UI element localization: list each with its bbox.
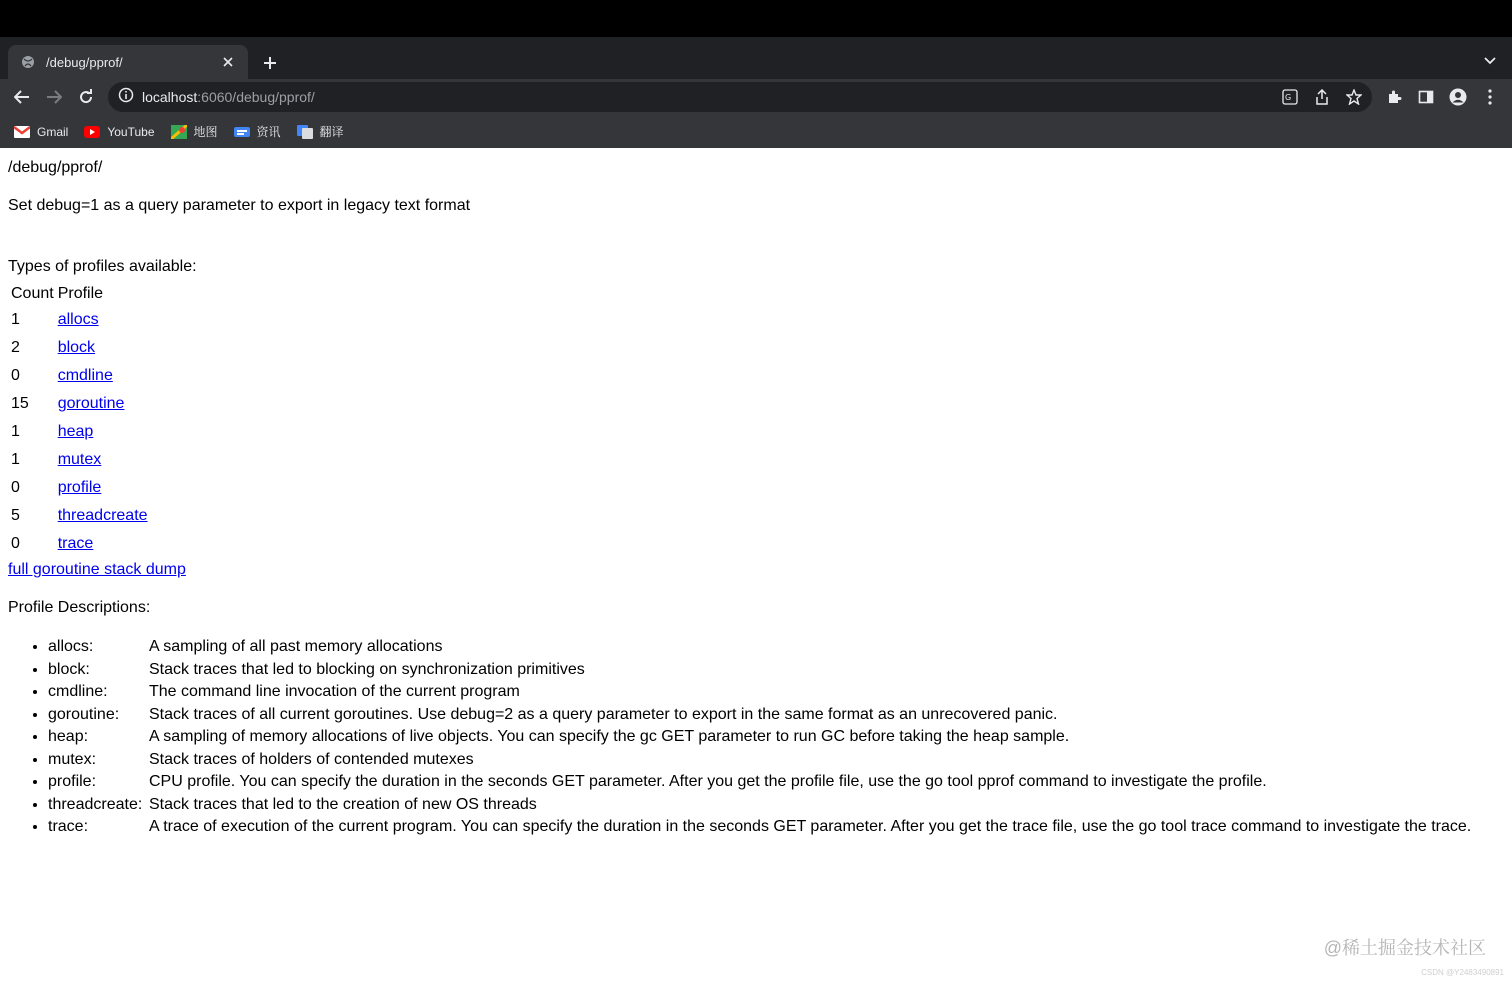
descriptions-label: Profile Descriptions: (8, 599, 151, 616)
bookmark-star-icon[interactable] (1344, 87, 1364, 107)
list-item (48, 816, 1504, 839)
profile-count: 1 (11, 423, 20, 440)
profile-avatar-icon[interactable] (1446, 85, 1470, 109)
extensions-icon[interactable] (1382, 85, 1406, 109)
profile-count: 1 (11, 311, 20, 328)
description-text: The command line invocation of the current program (149, 683, 520, 700)
description-name: • threadcreate: (48, 795, 143, 813)
description-text: Stack traces that led to the creation of new OS threads (149, 795, 537, 813)
list-item (48, 726, 1504, 749)
bookmark-gmail[interactable] (14, 125, 68, 139)
news-icon (234, 125, 250, 139)
count-header: Count (11, 285, 54, 302)
bookmark-news[interactable] (234, 123, 281, 140)
profile-link-cmdline[interactable]: cmdline (57, 367, 113, 384)
intro-text: Set debug=1 as a query parameter to export in legacy text format (8, 197, 471, 214)
side-panel-icon[interactable] (1414, 85, 1438, 109)
profile-count: 0 (11, 535, 20, 552)
profile-link-goroutine[interactable]: goroutine (57, 395, 125, 412)
profile-cell (57, 363, 149, 389)
reload-button[interactable] (74, 85, 98, 109)
browser-toolbar (0, 79, 1512, 115)
table-row (10, 335, 149, 361)
profile-count: 0 (11, 367, 20, 384)
profile-cell (57, 503, 149, 529)
profile-count: 1 (11, 451, 20, 468)
description-name: • trace: (48, 818, 89, 835)
tab-strip (0, 37, 1512, 79)
forward-button[interactable] (42, 85, 66, 109)
page-title: /debug/pprof/ (8, 159, 103, 176)
table-row (10, 419, 149, 445)
profile-count: 5 (11, 507, 20, 524)
chevron-down-icon[interactable] (1480, 51, 1500, 71)
table-row (10, 475, 149, 501)
full-goroutine-dump-link[interactable]: full goroutine stack dump (8, 561, 186, 578)
bookmark-label: 翻译 (319, 125, 344, 139)
bookmarks-bar (0, 115, 1512, 148)
url-host: localhost (142, 89, 198, 105)
profile-header: Profile (57, 285, 104, 302)
new-tab-button[interactable] (258, 51, 282, 75)
profile-cell (57, 531, 149, 557)
list-item (48, 794, 1504, 817)
table-row (10, 307, 149, 333)
share-icon[interactable] (1312, 87, 1332, 107)
table-row (10, 363, 149, 389)
profile-link-mutex[interactable]: mutex (57, 451, 102, 468)
list-item (48, 659, 1504, 682)
table-row (10, 503, 149, 529)
page-content (8, 148, 1504, 839)
svg-text:G: G (1285, 93, 1292, 102)
table-row (10, 531, 149, 557)
profile-cell (57, 447, 149, 473)
table-row (10, 447, 149, 473)
title-bar (0, 0, 1512, 37)
description-text: A trace of execution of the current program. You can specify the duration in the seconds GET parameter. After you get the trace file, use the go tool trace command to investigate the trace. (149, 818, 1472, 835)
description-name: • cmdline: (48, 683, 108, 700)
description-name: • allocs: (48, 638, 94, 655)
description-text: CPU profile. You can specify the duration in the seconds GET parameter. After you get the profile file, use the go tool pprof command to investigate the profile. (149, 773, 1267, 790)
bookmark-label: YouTube (107, 124, 155, 139)
profile-cell (57, 391, 149, 417)
profile-count: 0 (11, 479, 20, 496)
profile-count: 2 (11, 339, 20, 356)
descriptions-list (8, 636, 1504, 839)
maps-icon (171, 125, 187, 139)
profile-count: 15 (11, 395, 29, 412)
table-header-row (10, 283, 149, 305)
description-text: A sampling of memory allocations of live objects. You can specify the gc GET parameter to run GC before taking the heap sample. (149, 728, 1070, 745)
profiles-table (8, 281, 151, 559)
profile-link-profile[interactable]: profile (57, 479, 102, 496)
watermark: @稀土掘金技术社区 (1323, 938, 1486, 958)
address-bar[interactable] (108, 82, 1372, 112)
description-text: Stack traces that led to blocking on synchronization primitives (149, 660, 585, 678)
more-menu-icon[interactable] (1478, 85, 1502, 109)
profile-link-threadcreate[interactable]: threadcreate (57, 507, 148, 524)
profile-cell (57, 307, 149, 333)
description-text: A sampling of all past memory allocations (149, 638, 443, 655)
info-icon[interactable] (118, 87, 134, 108)
profile-cell (57, 475, 149, 501)
profile-link-block[interactable]: block (57, 339, 96, 356)
list-item (48, 681, 1504, 704)
types-label: Types of profiles available: (8, 258, 197, 275)
table-row (10, 391, 149, 417)
description-name: • profile: (48, 773, 97, 790)
description-text: Stack traces of holders of contended mutexes (149, 750, 474, 768)
bookmark-label: Gmail (37, 124, 69, 139)
description-name: • goroutine: (48, 705, 120, 723)
translate-page-icon[interactable] (1280, 87, 1300, 107)
tab-title: /debug/pprof/ (46, 54, 123, 70)
description-name: • block: (48, 660, 90, 678)
translate-icon (297, 125, 313, 139)
url-path: :6060/debug/pprof/ (197, 89, 315, 105)
bookmark-label: 资讯 (256, 125, 281, 139)
bookmark-youtube[interactable] (84, 125, 154, 139)
profile-cell (57, 335, 149, 361)
globe-icon (20, 54, 36, 70)
list-item (48, 749, 1504, 772)
description-name: • heap: (48, 728, 89, 745)
bookmark-translate[interactable] (297, 123, 344, 140)
profile-link-heap[interactable]: heap (57, 423, 94, 440)
back-button[interactable] (10, 85, 34, 109)
close-icon[interactable] (220, 54, 236, 70)
bookmark-label: 地图 (193, 125, 218, 139)
profile-cell (57, 419, 149, 445)
list-item (48, 704, 1504, 727)
gmail-icon (14, 125, 30, 139)
description-text: Stack traces of all current goroutines. Use debug=2 as a query parameter to export in the same format as an unrecovered panic. (149, 705, 1058, 723)
tab-pprof[interactable] (8, 45, 248, 79)
profile-link-trace[interactable]: trace (57, 535, 94, 552)
youtube-icon (84, 125, 100, 139)
bookmark-maps[interactable] (171, 123, 218, 140)
list-item (48, 636, 1504, 659)
profile-link-allocs[interactable]: allocs (57, 311, 99, 328)
description-name: • mutex: (48, 750, 97, 768)
watermark-small: CSDN @Y2483490891 (1421, 968, 1504, 977)
list-item (48, 771, 1504, 794)
